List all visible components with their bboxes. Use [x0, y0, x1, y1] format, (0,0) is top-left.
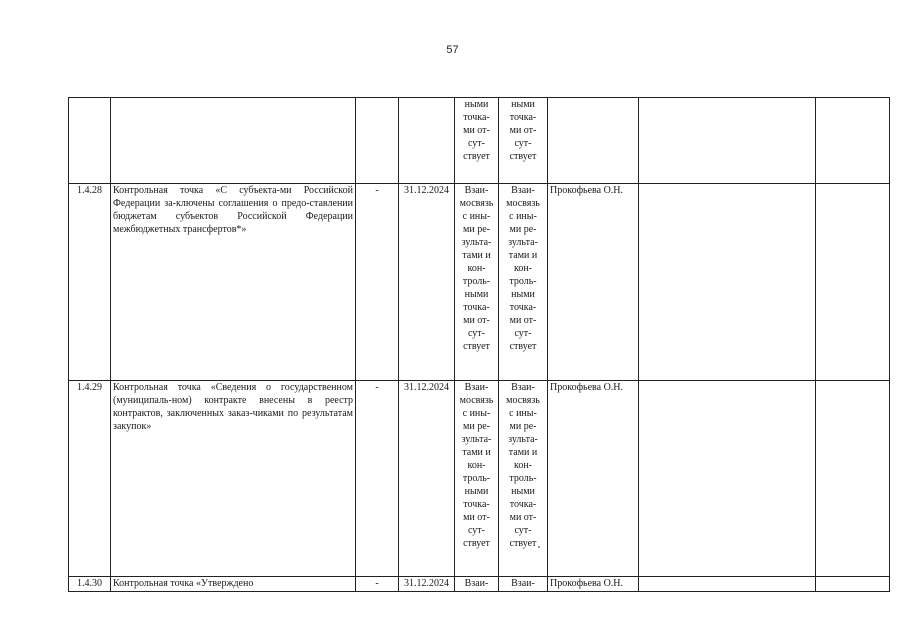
- cell-relation-b: ными точка- ми от- сут- ствует: [499, 98, 548, 184]
- cell-relation-a: Взаи- мосвязь с ины- ми ре- зульта- тами и кон- троль- ными точка- ми от- сут- ствует: [455, 184, 499, 381]
- control-points-table: [68, 97, 890, 592]
- cell-dash: -: [356, 577, 399, 592]
- cell-empty: [639, 381, 816, 577]
- cell-number: 1.4.29: [69, 381, 111, 577]
- cell-number: 1.4.30: [69, 577, 111, 592]
- cell-dash: [356, 98, 399, 184]
- cell-empty: [816, 577, 890, 592]
- cell-responsible: Прокофьева О.Н.: [548, 184, 639, 381]
- cell-name: Контрольная точка «Сведения о государственном (муниципаль-ном) контракте внесены в реестр контрактов, заключенных заказ-чиками по результатам закупок»: [111, 381, 356, 577]
- cell-responsible: [548, 98, 639, 184]
- cell-empty: [639, 98, 816, 184]
- cell-dash: -: [356, 381, 399, 577]
- cell-empty: [816, 98, 890, 184]
- cell-empty: [816, 381, 890, 577]
- cell-date: 31.12.2024: [399, 184, 455, 381]
- table-row: [69, 577, 890, 592]
- cell-name: [111, 98, 356, 184]
- cell-relation-b: Взаи-: [499, 577, 548, 592]
- cell-number: [69, 98, 111, 184]
- scan-speck: [538, 546, 540, 548]
- cell-date: 31.12.2024: [399, 577, 455, 592]
- cell-number: 1.4.28: [69, 184, 111, 381]
- cell-name: Контрольная точка «С субъекта-ми Российской Федерации за-ключены соглашения о предо-ставлении бюджетам субъектов Российской Федерации межбюджетных трансфертов*»: [111, 184, 356, 381]
- cell-responsible: Прокофьева О.Н.: [548, 577, 639, 592]
- cell-date: [399, 98, 455, 184]
- cell-name: Контрольная точка «Утверждено: [111, 577, 356, 592]
- cell-empty: [639, 184, 816, 381]
- cell-relation-b: Взаи- мосвязь с ины- ми ре- зульта- тами и кон- троль- ными точка- ми от- сут- ствует: [499, 184, 548, 381]
- table-row: [69, 381, 890, 577]
- page-number: 57: [446, 44, 459, 56]
- cell-empty: [816, 184, 890, 381]
- cell-relation-a: Взаи-: [455, 577, 499, 592]
- table-row: [69, 184, 890, 381]
- cell-relation-b: Взаи- мосвязь с ины- ми ре- зульта- тами и кон- троль- ными точка- ми от- сут- ствует: [499, 381, 548, 577]
- cell-relation-a: Взаи- мосвязь с ины- ми ре- зульта- тами и кон- троль- ными точка- ми от- сут- ствует: [455, 381, 499, 577]
- cell-date: 31.12.2024: [399, 381, 455, 577]
- cell-relation-a: ными точка- ми от- сут- ствует: [455, 98, 499, 184]
- cell-empty: [639, 577, 816, 592]
- table-row-continuation: [69, 98, 890, 184]
- cell-dash: -: [356, 184, 399, 381]
- cell-responsible: Прокофьева О.Н.: [548, 381, 639, 577]
